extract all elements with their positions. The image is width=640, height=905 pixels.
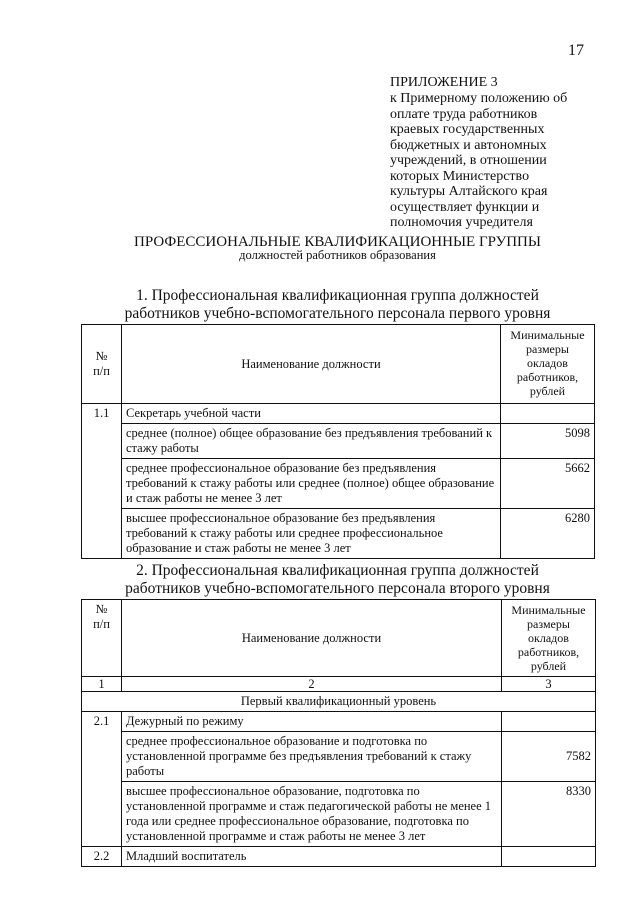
section-2-table <box>81 599 596 867</box>
annex-line: бюджетных и автономных <box>390 137 547 153</box>
table-row <box>82 424 595 459</box>
heading-line: работников учебно-вспомогательного персонала первого уровня <box>124 305 551 322</box>
row-number: 2.1 <box>82 712 122 732</box>
annex-description <box>390 91 595 231</box>
row-number-empty <box>82 732 122 782</box>
header-salary: Минимальные размеры окладов работников, рублей <box>502 600 596 677</box>
annex-line: учреждений, в отношении <box>390 153 547 168</box>
table-header-row <box>82 600 596 677</box>
section-1-heading <box>0 287 640 323</box>
header-number: № п/п <box>82 600 122 677</box>
row-number-empty <box>82 782 122 847</box>
requirement-text: высшее профессиональное образование, подготовка по установленной программе и стаж педагогической работы не менее 1 года или среднее профессиональное образование, подготовка по установленной программе и стаж работы не менее 3 лет <box>122 782 502 847</box>
position-name: Секретарь учебной части <box>122 404 501 424</box>
row-number-empty <box>82 509 122 559</box>
column-number: 2 <box>122 677 502 692</box>
heading-line: работников учебно-вспомогательного персонала второго уровня <box>125 580 550 597</box>
section-2-heading <box>0 562 640 598</box>
header-position-name: Наименование должности <box>122 600 502 677</box>
salary-value: 5098 <box>501 424 595 459</box>
column-number-row <box>82 677 596 692</box>
heading-line: 1. Профессиональная квалификационная группа должностей <box>136 287 539 304</box>
requirement-text: среднее профессиональное образование и подготовка по установленной программе без предъявления требований к стажу работы <box>122 732 502 782</box>
row-number-empty <box>82 459 122 509</box>
document-title: ПРОФЕССИОНАЛЬНЫЕ КВАЛИФИКАЦИОННЫЕ ГРУППЫ <box>134 234 541 250</box>
salary-cell <box>502 712 596 732</box>
table-row <box>82 782 596 847</box>
requirement-text: среднее (полное) общее образование без предъявления требований к стажу работы <box>122 424 501 459</box>
annex-line: культуры Алтайского края <box>390 184 548 199</box>
page-number: 17 <box>568 42 584 59</box>
salary-cell <box>502 847 596 867</box>
document-subtitle: должностей работников образования <box>239 248 436 262</box>
header-number: № п/п <box>82 325 122 404</box>
annex-title: ПРИЛОЖЕНИЕ 3 <box>390 75 498 90</box>
annex-line: оплате труда работников <box>390 106 538 122</box>
salary-value: 7582 <box>502 732 596 782</box>
qualification-level-row <box>82 692 596 712</box>
table-row <box>82 732 596 782</box>
salary-value: 6280 <box>501 509 595 559</box>
annex-line: полномочия учредителя <box>390 215 533 230</box>
salary-cell <box>501 404 595 424</box>
annex-line: к Примерному положению об <box>390 91 568 106</box>
annex-line: которых Министерство <box>390 168 530 184</box>
header-position-name: Наименование должности <box>122 325 501 404</box>
position-name: Младший воспитатель <box>122 847 502 867</box>
annex-line: краевых государственных <box>390 122 545 137</box>
salary-value: 8330 <box>502 782 596 847</box>
row-number-empty <box>82 424 122 459</box>
header-salary: Минимальные размеры окладов работников, рублей <box>501 325 595 404</box>
salary-value: 5662 <box>501 459 595 509</box>
qualification-level: Первый квалификационный уровень <box>82 692 596 712</box>
row-number: 1.1 <box>82 404 122 424</box>
column-number: 3 <box>502 677 596 692</box>
requirement-text: высшее профессиональное образование без предъявления требований к стажу работы или среднее профессиональное образование и стаж работы не менее 3 лет <box>122 509 501 559</box>
column-number: 1 <box>82 677 122 692</box>
table-row <box>82 459 595 509</box>
heading-line: 2. Профессиональная квалификационная группа должностей <box>136 562 539 579</box>
position-name: Дежурный по режиму <box>122 712 502 732</box>
row-number: 2.2 <box>82 847 122 867</box>
annex-line: осуществляет функции и <box>390 199 540 215</box>
table-header-row <box>82 325 595 404</box>
requirement-text: среднее профессиональное образование без предъявления требований к стажу работы или среднее (полное) общее образование и стаж работы не менее 3 лет <box>122 459 501 509</box>
table-row <box>82 509 595 559</box>
section-1-table <box>81 324 595 559</box>
table-row <box>82 712 596 732</box>
table-row <box>82 847 596 867</box>
table-row <box>82 404 595 424</box>
